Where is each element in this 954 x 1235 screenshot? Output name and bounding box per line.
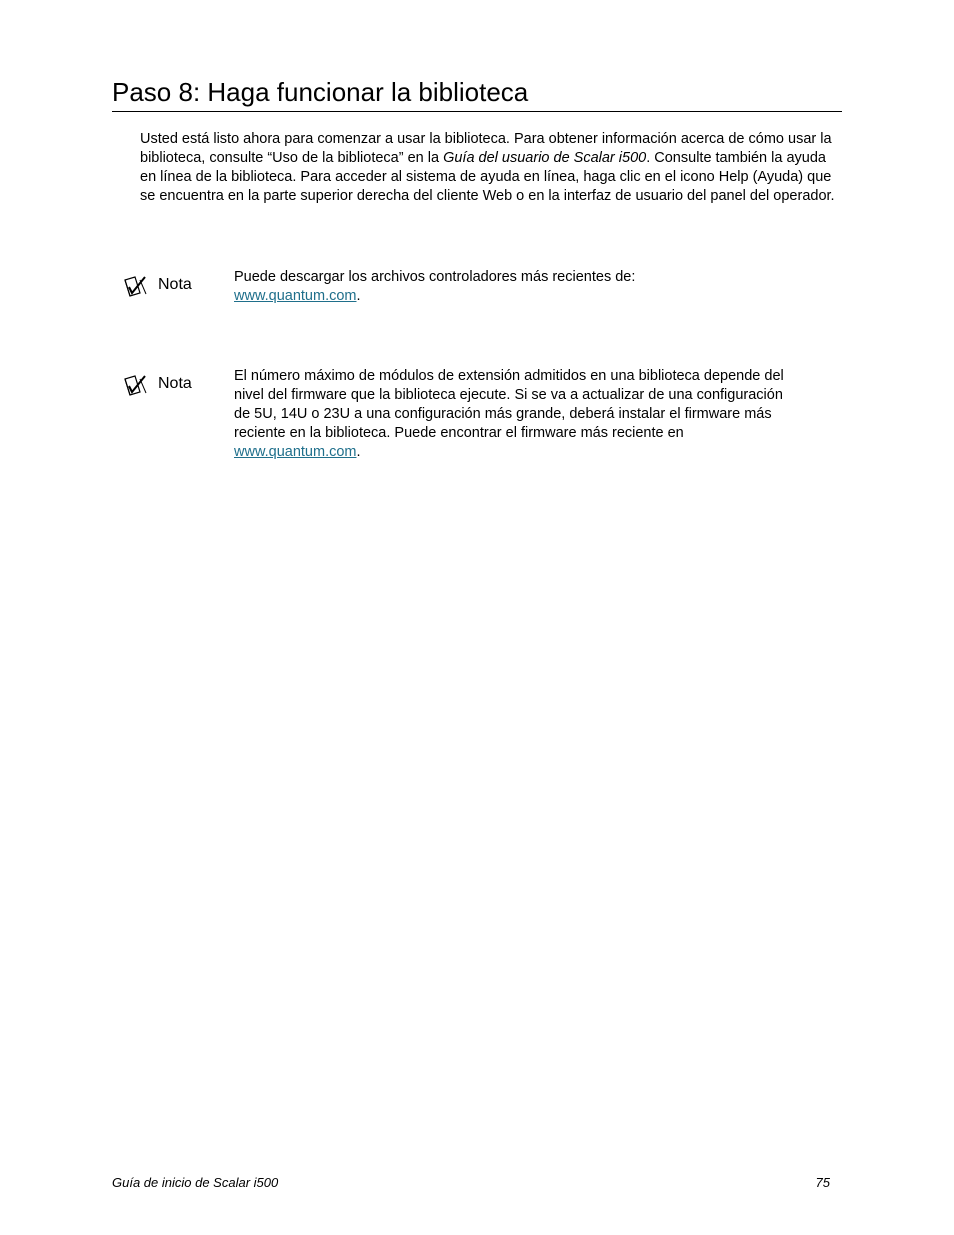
note-label: Nota	[158, 276, 192, 293]
footer-doc-title: Guía de inicio de Scalar i500	[112, 1175, 279, 1190]
guide-title: Guía del usuario de Scalar i500	[443, 150, 647, 166]
note-text	[234, 268, 794, 306]
note-pencil-icon	[122, 373, 150, 397]
note-end: .	[356, 444, 361, 460]
quantum-link[interactable]: www.quantum.com	[234, 288, 357, 304]
page-title: Paso 8: Haga funcionar la biblioteca	[112, 74, 842, 112]
note-text	[234, 367, 794, 462]
help-label: Help (Ayuda)	[718, 169, 804, 185]
note-pencil-icon	[122, 274, 150, 298]
note-body: Puede descargar los archivos controladores más recientes de:	[234, 269, 636, 285]
note-body: El número máximo de módulos de extensión admitidos en una biblioteca depende del nivel del firmware que la biblioteca ejecute. Si se va a actualizar de una configuración de 5U, 14U o 23U a una configuración más grande, deberá instalar el firmware más reciente en la biblioteca. Puede encontrar el firmware más reciente en	[234, 368, 784, 441]
quantum-link[interactable]: www.quantum.com	[234, 444, 357, 460]
note-label: Nota	[158, 375, 192, 392]
footer-page-number: 75	[815, 1175, 830, 1190]
intro-text-1: Usted está listo ahora para comenzar a usar la biblioteca. Para obtener información acerca de cómo usar la biblioteca, consulte “Uso de la biblioteca” en la	[140, 131, 832, 166]
note-end: .	[356, 288, 361, 304]
intro-text-3: que se encuentra en la parte superior derecha del cliente Web o en la interfaz de usuario del panel del operador.	[140, 169, 835, 204]
intro-text-2: . Consulte también la ayuda en línea de la biblioteca. Para acceder al sistema de ayuda en línea, haga clic en el icono	[140, 150, 826, 185]
intro-paragraph	[140, 130, 845, 206]
